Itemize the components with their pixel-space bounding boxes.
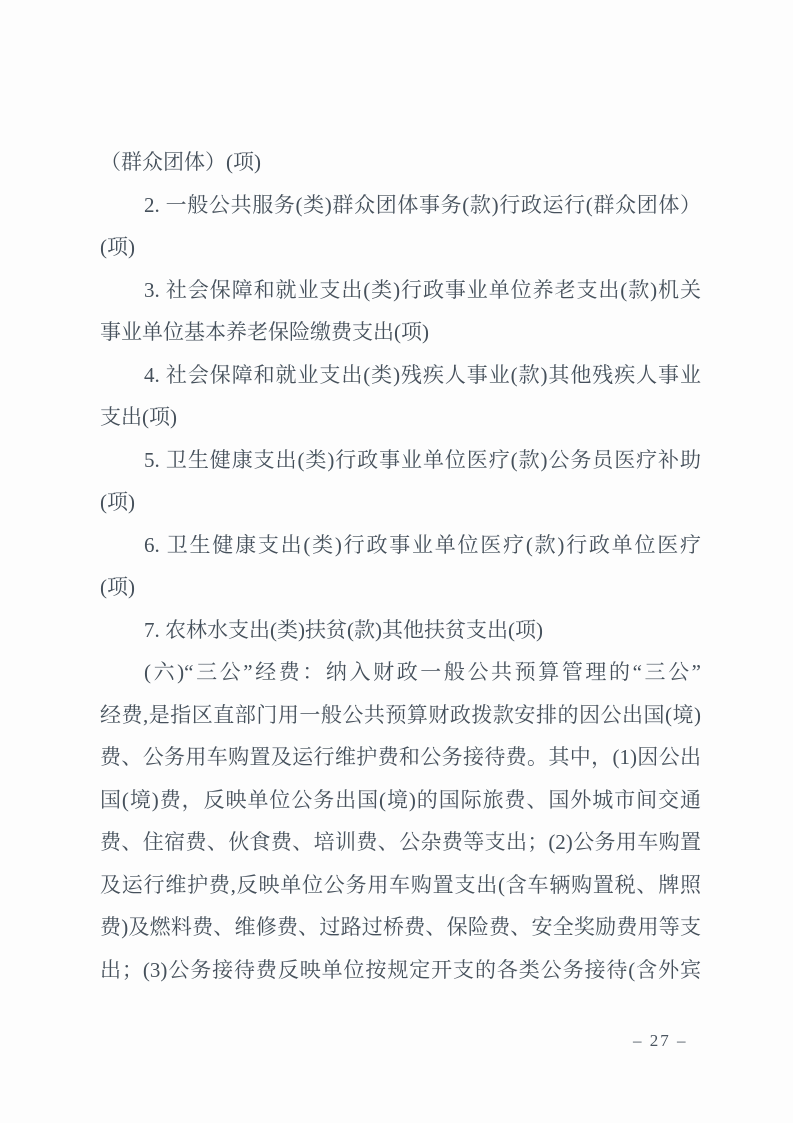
document-line: 费、公务用车购置及运行维护费和公务接待费。其中，(1)因公出 (100, 745, 701, 769)
document-line: 4. 社会保障和就业支出(类)残疾人事业(款)其他残疾人事业 (144, 362, 701, 387)
document-line: 7. 农林水支出(类)扶贫(款)其他扶贫支出(项) (144, 617, 543, 642)
page-number: – 27 – (633, 1031, 688, 1050)
document-line: 及运行维护费,反映单位公务用车购置支出(含车辆购置税、牌照 (100, 872, 701, 897)
document-line: 事业单位基本养老保险缴费支出(项) (100, 320, 429, 344)
document-line: 2. 一般公共服务(类)群众团体事务(款)行政运行(群众团体） (144, 192, 701, 217)
document-line: 3. 社会保障和就业支出(类)行政事业单位养老支出(款)机关 (144, 277, 701, 302)
document-line: (项) (100, 490, 135, 514)
document-line: 费)及燃料费、维修费、过路过桥费、保险费、安全奖励费用等支 (100, 915, 701, 939)
document-line: 6. 卫生健康支出(类)行政事业单位医疗(款)行政单位医疗 (144, 532, 701, 557)
document-line: 5. 卫生健康支出(类)行政事业单位医疗(款)公务员医疗补助 (144, 447, 701, 472)
document-line: 费、住宿费、伙食费、培训费、公杂费等支出；(2)公务用车购置 (100, 830, 701, 854)
document-line: (项) (100, 575, 135, 599)
document-line: (项) (100, 235, 135, 259)
document-line: (六)“三公”经费：纳入财政一般公共预算管理的“三公” (144, 660, 701, 684)
document-line: 出；(3)公务接待费反映单位按规定开支的各类公务接待(含外宾 (100, 957, 701, 982)
document-line: （群众团体）(项) (100, 150, 261, 174)
document-line: 经费,是指区直部门用一般公共预算财政拨款安排的因公出国(境) (100, 702, 701, 727)
document-line: 支出(项) (100, 405, 177, 429)
document-line: 国(境)费，反映单位公务出国(境)的国际旅费、国外城市间交通 (100, 787, 701, 812)
document-body (100, 141, 701, 991)
